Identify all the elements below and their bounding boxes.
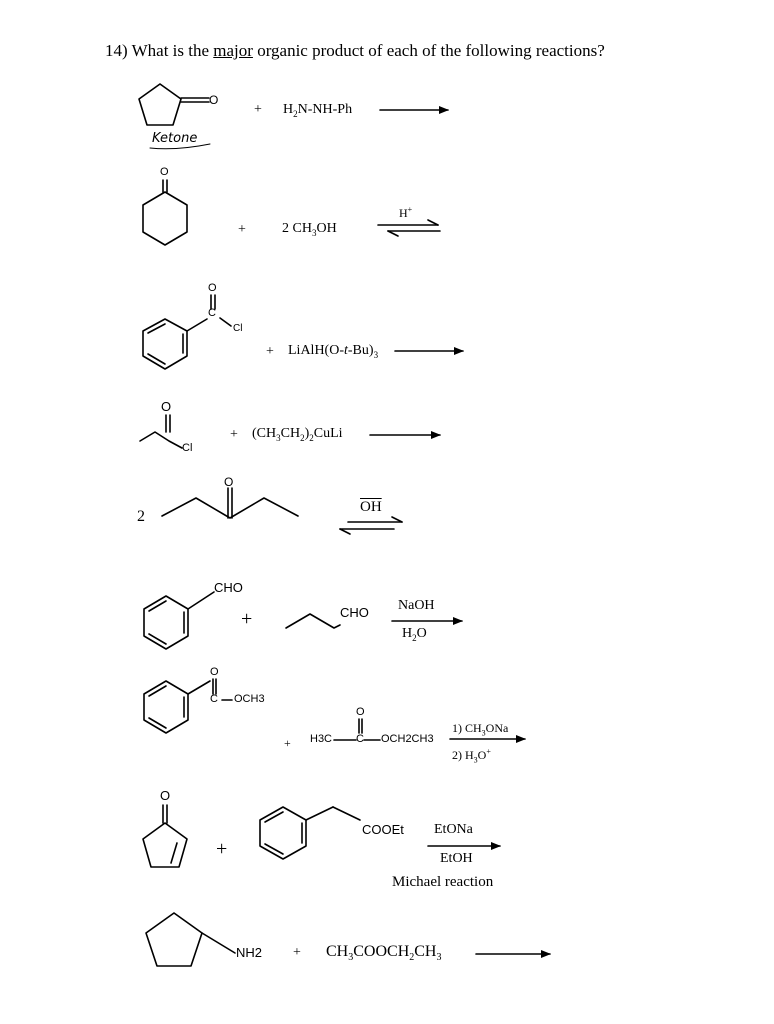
reaction-5-oxygen-label: O bbox=[224, 475, 234, 489]
reaction-2-oxygen-label: O bbox=[160, 166, 169, 178]
reaction-5-catalyst: $\overline{OH}$ bbox=[360, 499, 382, 515]
reaction-4-chlorine-label: Cl bbox=[182, 442, 193, 454]
reaction-6-substrate-label: CHO bbox=[214, 580, 243, 595]
question-prefix: 14) What is the bbox=[105, 41, 214, 60]
question-suffix: organic product of each of the following reactions? bbox=[252, 41, 605, 60]
reaction-6-reagent-chain bbox=[286, 614, 340, 628]
reaction-1-plus: + bbox=[254, 102, 262, 117]
reaction-5-coefficient: 2 bbox=[137, 508, 145, 525]
reaction-5-equilibrium-arrows bbox=[340, 517, 402, 534]
reaction-1-oxygen-label: O bbox=[209, 93, 219, 107]
question-emphasis: major bbox=[213, 41, 253, 60]
reaction-7-oxygen-label: O bbox=[210, 666, 219, 678]
reaction-6-condition-bottom: $H_2O$ bbox=[402, 626, 427, 643]
reaction-7-reagent-methyl: H3C bbox=[310, 733, 333, 745]
reaction-2-plus: + bbox=[238, 222, 246, 237]
reaction-5-substrate bbox=[162, 488, 298, 518]
reaction-9-reagent: $CH_3COOCH_2CH_3$ bbox=[326, 943, 442, 964]
reaction-1-handwritten-note: Ketone bbox=[152, 131, 198, 146]
reaction-8-substrate bbox=[143, 805, 187, 867]
reaction-2-substrate bbox=[143, 180, 187, 245]
reaction-7-carbon-label: C bbox=[210, 693, 218, 705]
reaction-7-substrate bbox=[144, 679, 232, 733]
reaction-8-reagent bbox=[260, 807, 360, 859]
reaction-8-reagent-label: COOEt bbox=[362, 822, 404, 837]
reaction-8-condition-top: EtONa bbox=[434, 822, 473, 837]
reaction-3-chlorine-label: Cl bbox=[233, 323, 243, 334]
reaction-8-plus: + bbox=[216, 838, 228, 860]
reaction-9-substrate bbox=[146, 913, 235, 966]
reaction-7-reagent-carbon: C bbox=[356, 733, 364, 745]
reaction-2-reagent: 2 $CH_3OH$ bbox=[282, 221, 337, 238]
reaction-4-substrate bbox=[140, 415, 182, 448]
reaction-9-plus: + bbox=[293, 945, 301, 960]
reaction-6-substrate bbox=[144, 592, 214, 649]
reaction-4-oxygen-label: O bbox=[161, 399, 172, 414]
reaction-7-condition-1: 1) $CH_3ONa$ bbox=[452, 721, 509, 738]
reaction-7-reagent-oxygen: O bbox=[356, 706, 365, 718]
reaction-2-equilibrium-arrows bbox=[378, 220, 440, 236]
reaction-1-reagent: $H_2N-NH-Ph$ bbox=[283, 102, 353, 119]
reaction-4-plus: + bbox=[230, 427, 238, 442]
reaction-7-ester-label: OCH3 bbox=[234, 693, 265, 705]
reaction-4-reagent: $(CH_3CH_2)_2CuLi$ bbox=[252, 426, 343, 443]
reaction-9-amine-label: NH2 bbox=[236, 945, 263, 960]
reaction-3-oxygen-label: O bbox=[208, 282, 217, 294]
reaction-7-plus: + bbox=[284, 736, 291, 750]
reaction-8-condition-bottom: EtOH bbox=[440, 851, 473, 866]
reaction-3-plus: + bbox=[266, 344, 274, 359]
reaction-7-reagent-ester: OCH2CH3 bbox=[381, 733, 434, 745]
reaction-8-oxygen-label: O bbox=[160, 788, 171, 803]
reaction-7-condition-2: 2) $H_3O^+$ bbox=[452, 747, 491, 765]
reaction-6-reagent-label: CHO bbox=[340, 605, 369, 620]
reaction-6-plus: + bbox=[241, 608, 253, 630]
reaction-6-condition-top: NaOH bbox=[398, 598, 435, 613]
reaction-3-reagent: $LiAlH(O-t-Bu)_3$ bbox=[288, 343, 379, 360]
reaction-2-catalyst: H+ bbox=[399, 205, 413, 220]
reaction-8-reaction-type: Michael reaction bbox=[392, 874, 494, 890]
reaction-3-substrate bbox=[143, 295, 231, 369]
reaction-3-carbon-label: C bbox=[208, 307, 216, 319]
